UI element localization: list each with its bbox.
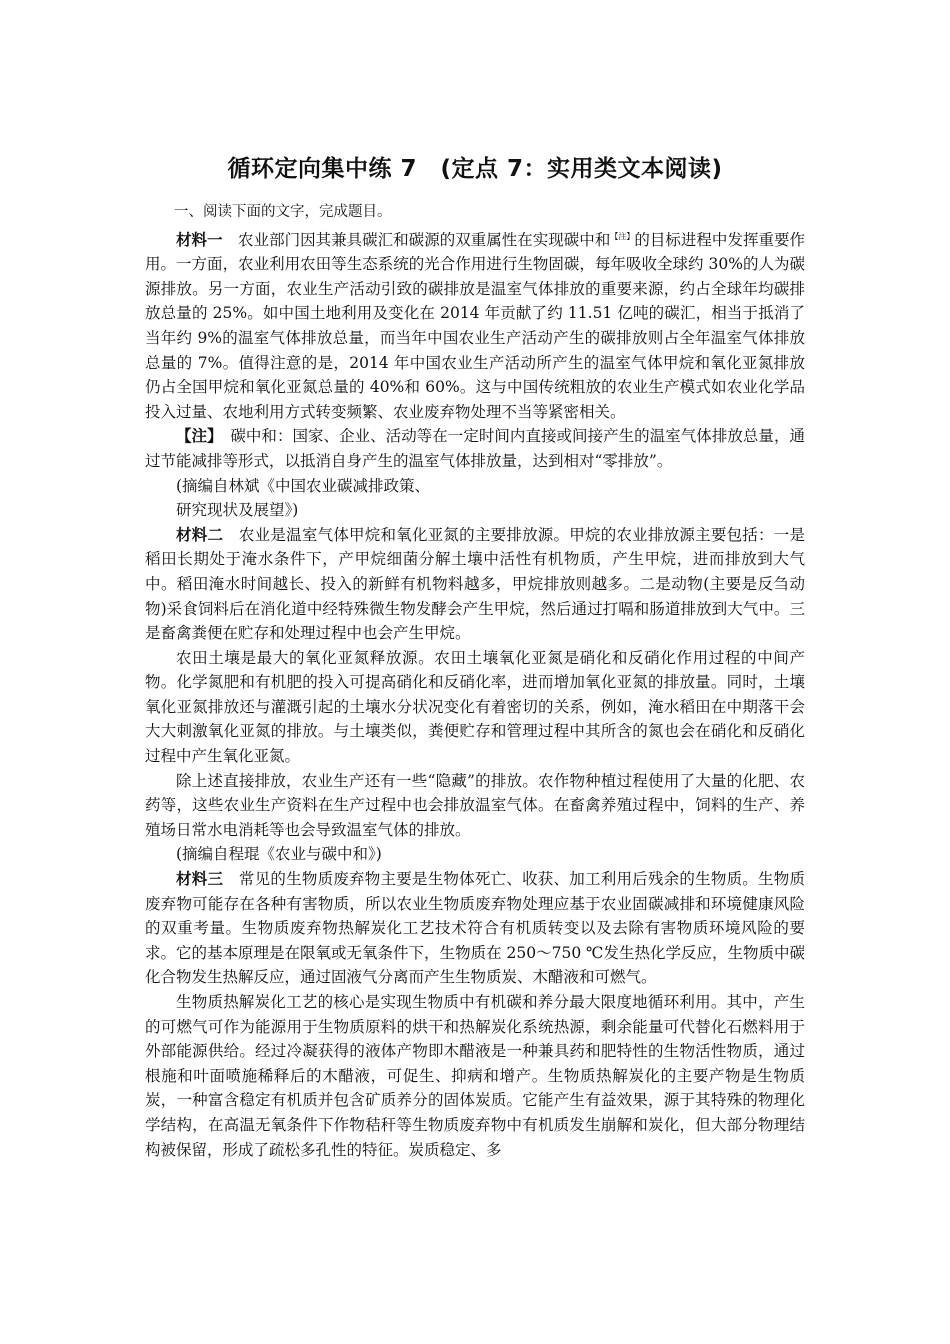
note-label: 【注】	[176, 427, 215, 446]
source-citation-2: (摘编自程琨《农业与碳中和》)	[176, 845, 382, 864]
source-citation-1a: (摘编自林斌《中国农业碳减排政策、	[176, 476, 431, 495]
material1-text-a: 农业部门因其兼具碳汇和碳源的双重属性在实现碳中和	[222, 230, 611, 249]
material2-text-1: 农业是温室气体甲烷和氧化亚氮的主要排放源。甲烷的农业排放源主要包括：一是稻田长期处于淹水条件下，产甲烷细菌分解土壤中活性有机物质，产生甲烷，进而排放到大气中。稻田淹水时间越长、投入的新鲜有机物料越多，甲烷排放则越多。二是动物(主要是反刍动物)采食饲料后在消化道中经特殊微生物发酵会产生甲烷，然后通过打嗝和肠道排放到大气中。三是畜禽粪便在贮存和处理过程中也会产生甲烷。	[145, 525, 805, 643]
document-body	[145, 200, 805, 1162]
material2-label: 材料二	[176, 525, 224, 544]
material2-paragraph-3: 除上述直接排放，农业生产还有一些“隐藏”的排放。农作物种植过程使用了大量的化肥、农药等，这些农业生产资料在生产过程中也会排放温室气体。在畜禽养殖过程中，饲料的生产、养殖场日常水电消耗等也会导致温室气体的排放。	[145, 771, 805, 839]
material3-label: 材料三	[176, 870, 224, 889]
material1-label: 材料一	[176, 230, 223, 249]
material1-text-b: 的目标进程中发挥重要作用。一方面，农业利用农田等生态系统的光合作用进行生物固碳，每年吸收全球约 30%的人为碳源排放。另一方面，农业生产活动引致的碳排放是温室气体排放的重要来源，约占全球年均碳排放总量的 25%。如中国土地利用及变化在 2014 年贡献了约 11.51 亿吨的碳汇，相当于抵消了当年约 9%的温室气体排放总量，而当年中国农业生产活动产生的碳排放则占全年温室气体排放总量的 7%。值得注意的是，2014 年中国农业生产活动所产生的温室气体甲烷和氧化亚氮排放仍占全国甲烷和氧化亚氮总量的 40%和 60%。这与中国传统粗放的农业生产模式如农业化学品投入过量、农地利用方式转变频繁、农业废弃物处理不当等紧密相关。	[145, 230, 805, 421]
source-citation-1b: 研究现状及展望》)	[176, 501, 299, 520]
material2-paragraph-1	[145, 523, 805, 646]
note-reference: 【注】	[610, 231, 635, 241]
material3-paragraph-2: 生物质热解炭化工艺的核心是实现生物质中有机碳和养分最大限度地循环利用。其中，产生的可燃气可作为能源用于生物质原料的烘干和热解炭化系统热源，剩余能量可代替化石燃料用于外部能源供给。经过冷凝获得的液体产物即木醋液是一种兼具药和肥特性的生物活性物质，通过根施和叶面喷施稀释后的木醋液，可促生、抑病和增产。生物质热解炭化的主要产物是生物质炭，一种富含稳定有机质并包含矿质养分的固体炭质。它能产生有益效果，源于其特殊的物理化学结构，在高温无氧条件下作物秸秆等生物质废弃物中有机质发生崩解和炭化，但大部分物理结构被保留，形成了疏松多孔性的特征。炭质稳定、多	[145, 993, 805, 1159]
note-text: 碳中和：国家、企业、活动等在一定时间内直接或间接产生的温室气体排放总量，通过节能减排等形式，以抵消自身产生的温室气体排放量，达到相对“零排放”。	[145, 427, 805, 470]
note-paragraph	[145, 424, 805, 473]
material2-paragraph-2: 农田土壤是最大的氧化亚氮释放源。农田土壤氧化亚氮是硝化和反硝化作用过程的中间产物。化学氮肥和有机肥的投入可提高硝化和反硝化率，进而增加氧化亚氮的排放量。同时，土壤氧化亚氮排放还与灌溉引起的土壤水分状况变化有着密切的关系，例如，淹水稻田在中期落干会大大刺激氧化亚氮的排放。与土壤类似，粪便贮存和管理过程中其所含的氮也会在硝化和反硝化过程中产生氧化亚氮。	[145, 648, 805, 766]
document-title: 循环定向集中练 7 (定点 7：实用类文本阅读)	[227, 156, 723, 182]
material1-paragraph	[145, 225, 805, 425]
section-heading: 一、阅读下面的文字，完成题目。	[174, 204, 392, 220]
material3-text-1: 常见的生物质废弃物主要是生物体死亡、收获、加工利用后残余的生物质。生物质废弃物可能存在各种有害物质，所以农业生物质废弃物处理应基于农业固碳减排和环境健康风险的双重考量。生物质废弃物热解炭化工艺技术符合有机质转变以及去除有害物质环境风险的要求。它的基本原理是在限氧或无氧条件下，生物质在 250～750 ℃发生热化学反应，生物质中碳化合物发生热解反应，通过固液气分离而产生生物质炭、木醋液和可燃气。	[145, 870, 805, 987]
material3-paragraph-1	[145, 867, 805, 990]
